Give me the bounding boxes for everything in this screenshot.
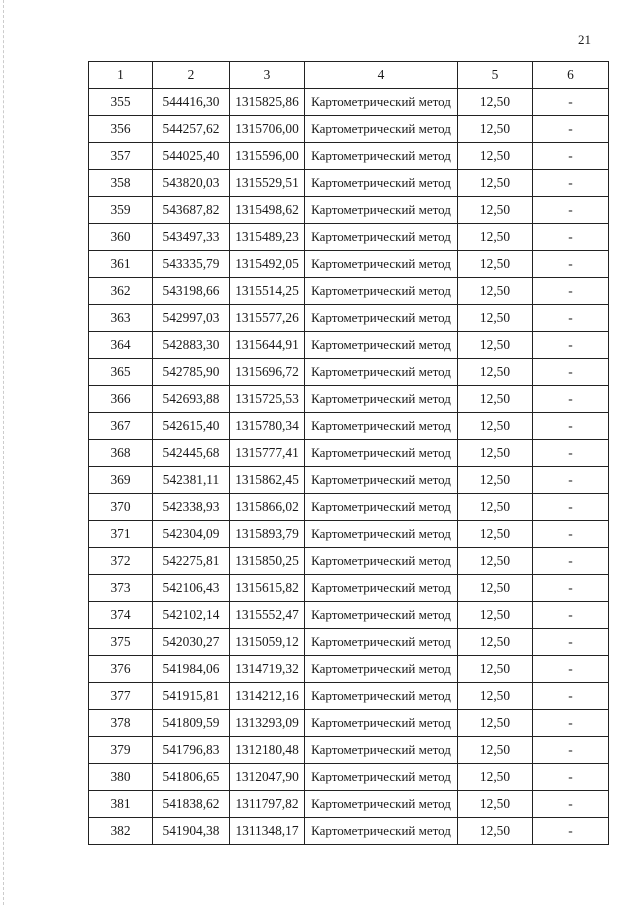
method-cell: Картометрический метод bbox=[305, 764, 458, 791]
note-cell: - bbox=[533, 494, 609, 521]
table-row bbox=[89, 710, 609, 737]
point-number-cell: 372 bbox=[89, 548, 153, 575]
x-coordinate-cell: 541904,38 bbox=[153, 818, 230, 845]
table-row bbox=[89, 278, 609, 305]
table-row bbox=[89, 818, 609, 845]
note-cell: - bbox=[533, 413, 609, 440]
method-cell: Картометрический метод bbox=[305, 197, 458, 224]
x-coordinate-cell: 541806,65 bbox=[153, 764, 230, 791]
table-row bbox=[89, 197, 609, 224]
method-cell: Картометрический метод bbox=[305, 332, 458, 359]
note-cell: - bbox=[533, 197, 609, 224]
method-cell: Картометрический метод bbox=[305, 710, 458, 737]
table-row bbox=[89, 332, 609, 359]
y-coordinate-cell: 1315514,25 bbox=[230, 278, 305, 305]
point-number-cell: 370 bbox=[89, 494, 153, 521]
x-coordinate-cell: 541796,83 bbox=[153, 737, 230, 764]
note-cell: - bbox=[533, 467, 609, 494]
coordinates-table bbox=[88, 61, 609, 845]
y-coordinate-cell: 1315777,41 bbox=[230, 440, 305, 467]
point-number-cell: 355 bbox=[89, 89, 153, 116]
note-cell: - bbox=[533, 629, 609, 656]
x-coordinate-cell: 541838,62 bbox=[153, 791, 230, 818]
x-coordinate-cell: 543687,82 bbox=[153, 197, 230, 224]
accuracy-cell: 12,50 bbox=[458, 116, 533, 143]
y-coordinate-cell: 1315489,23 bbox=[230, 224, 305, 251]
y-coordinate-cell: 1315577,26 bbox=[230, 305, 305, 332]
y-coordinate-cell: 1315696,72 bbox=[230, 359, 305, 386]
note-cell: - bbox=[533, 575, 609, 602]
table-row bbox=[89, 791, 609, 818]
x-coordinate-cell: 543820,03 bbox=[153, 170, 230, 197]
table-row bbox=[89, 467, 609, 494]
accuracy-cell: 12,50 bbox=[458, 305, 533, 332]
table-row bbox=[89, 494, 609, 521]
table-row bbox=[89, 548, 609, 575]
point-number-cell: 371 bbox=[89, 521, 153, 548]
accuracy-cell: 12,50 bbox=[458, 602, 533, 629]
y-coordinate-cell: 1315529,51 bbox=[230, 170, 305, 197]
point-number-cell: 381 bbox=[89, 791, 153, 818]
x-coordinate-cell: 542106,43 bbox=[153, 575, 230, 602]
x-coordinate-cell: 541915,81 bbox=[153, 683, 230, 710]
method-cell: Картометрический метод bbox=[305, 791, 458, 818]
point-number-cell: 379 bbox=[89, 737, 153, 764]
note-cell: - bbox=[533, 143, 609, 170]
table-body bbox=[89, 89, 609, 845]
accuracy-cell: 12,50 bbox=[458, 170, 533, 197]
point-number-cell: 361 bbox=[89, 251, 153, 278]
x-coordinate-cell: 542275,81 bbox=[153, 548, 230, 575]
point-number-cell: 359 bbox=[89, 197, 153, 224]
accuracy-cell: 12,50 bbox=[458, 818, 533, 845]
x-coordinate-cell: 542693,88 bbox=[153, 386, 230, 413]
accuracy-cell: 12,50 bbox=[458, 89, 533, 116]
accuracy-cell: 12,50 bbox=[458, 710, 533, 737]
table-row bbox=[89, 170, 609, 197]
point-number-cell: 362 bbox=[89, 278, 153, 305]
accuracy-cell: 12,50 bbox=[458, 521, 533, 548]
point-number-cell: 367 bbox=[89, 413, 153, 440]
method-cell: Картометрический метод bbox=[305, 737, 458, 764]
table-row bbox=[89, 575, 609, 602]
table-row bbox=[89, 683, 609, 710]
accuracy-cell: 12,50 bbox=[458, 197, 533, 224]
accuracy-cell: 12,50 bbox=[458, 791, 533, 818]
accuracy-cell: 12,50 bbox=[458, 548, 533, 575]
y-coordinate-cell: 1313293,09 bbox=[230, 710, 305, 737]
x-coordinate-cell: 543335,79 bbox=[153, 251, 230, 278]
accuracy-cell: 12,50 bbox=[458, 143, 533, 170]
accuracy-cell: 12,50 bbox=[458, 494, 533, 521]
method-cell: Картометрический метод bbox=[305, 278, 458, 305]
x-coordinate-cell: 541984,06 bbox=[153, 656, 230, 683]
note-cell: - bbox=[533, 251, 609, 278]
table-row bbox=[89, 386, 609, 413]
method-cell: Картометрический метод bbox=[305, 224, 458, 251]
note-cell: - bbox=[533, 278, 609, 305]
method-cell: Картометрический метод bbox=[305, 386, 458, 413]
note-cell: - bbox=[533, 683, 609, 710]
y-coordinate-cell: 1315825,86 bbox=[230, 89, 305, 116]
point-number-cell: 382 bbox=[89, 818, 153, 845]
accuracy-cell: 12,50 bbox=[458, 332, 533, 359]
point-number-cell: 358 bbox=[89, 170, 153, 197]
note-cell: - bbox=[533, 440, 609, 467]
accuracy-cell: 12,50 bbox=[458, 467, 533, 494]
note-cell: - bbox=[533, 116, 609, 143]
table-row bbox=[89, 305, 609, 332]
y-coordinate-cell: 1315596,00 bbox=[230, 143, 305, 170]
y-coordinate-cell: 1311797,82 bbox=[230, 791, 305, 818]
method-cell: Картометрический метод bbox=[305, 521, 458, 548]
point-number-cell: 360 bbox=[89, 224, 153, 251]
note-cell: - bbox=[533, 170, 609, 197]
y-coordinate-cell: 1314212,16 bbox=[230, 683, 305, 710]
x-coordinate-cell: 542381,11 bbox=[153, 467, 230, 494]
y-coordinate-cell: 1315552,47 bbox=[230, 602, 305, 629]
x-coordinate-cell: 542615,40 bbox=[153, 413, 230, 440]
point-number-cell: 368 bbox=[89, 440, 153, 467]
y-coordinate-cell: 1315706,00 bbox=[230, 116, 305, 143]
point-number-cell: 363 bbox=[89, 305, 153, 332]
method-cell: Картометрический метод bbox=[305, 413, 458, 440]
method-cell: Картометрический метод bbox=[305, 89, 458, 116]
x-coordinate-cell: 543198,66 bbox=[153, 278, 230, 305]
y-coordinate-cell: 1315862,45 bbox=[230, 467, 305, 494]
table-row bbox=[89, 521, 609, 548]
note-cell: - bbox=[533, 359, 609, 386]
method-cell: Картометрический метод bbox=[305, 143, 458, 170]
point-number-cell: 375 bbox=[89, 629, 153, 656]
x-coordinate-cell: 543497,33 bbox=[153, 224, 230, 251]
y-coordinate-cell: 1315725,53 bbox=[230, 386, 305, 413]
accuracy-cell: 12,50 bbox=[458, 359, 533, 386]
note-cell: - bbox=[533, 737, 609, 764]
note-cell: - bbox=[533, 791, 609, 818]
x-coordinate-cell: 542338,93 bbox=[153, 494, 230, 521]
note-cell: - bbox=[533, 548, 609, 575]
note-cell: - bbox=[533, 386, 609, 413]
x-coordinate-cell: 542304,09 bbox=[153, 521, 230, 548]
method-cell: Картометрический метод bbox=[305, 629, 458, 656]
y-coordinate-cell: 1315893,79 bbox=[230, 521, 305, 548]
method-cell: Картометрический метод bbox=[305, 116, 458, 143]
x-coordinate-cell: 542102,14 bbox=[153, 602, 230, 629]
note-cell: - bbox=[533, 224, 609, 251]
y-coordinate-cell: 1311348,17 bbox=[230, 818, 305, 845]
x-coordinate-cell: 542785,90 bbox=[153, 359, 230, 386]
accuracy-cell: 12,50 bbox=[458, 656, 533, 683]
x-coordinate-cell: 542997,03 bbox=[153, 305, 230, 332]
table-row bbox=[89, 656, 609, 683]
note-cell: - bbox=[533, 89, 609, 116]
method-cell: Картометрический метод bbox=[305, 602, 458, 629]
method-cell: Картометрический метод bbox=[305, 251, 458, 278]
point-number-cell: 357 bbox=[89, 143, 153, 170]
y-coordinate-cell: 1315866,02 bbox=[230, 494, 305, 521]
y-coordinate-cell: 1315615,82 bbox=[230, 575, 305, 602]
point-number-cell: 366 bbox=[89, 386, 153, 413]
method-cell: Картометрический метод bbox=[305, 575, 458, 602]
table-row bbox=[89, 602, 609, 629]
x-coordinate-cell: 544025,40 bbox=[153, 143, 230, 170]
y-coordinate-cell: 1315059,12 bbox=[230, 629, 305, 656]
accuracy-cell: 12,50 bbox=[458, 683, 533, 710]
method-cell: Картометрический метод bbox=[305, 818, 458, 845]
table-row bbox=[89, 224, 609, 251]
method-cell: Картометрический метод bbox=[305, 305, 458, 332]
point-number-cell: 373 bbox=[89, 575, 153, 602]
point-number-cell: 356 bbox=[89, 116, 153, 143]
method-cell: Картометрический метод bbox=[305, 656, 458, 683]
y-coordinate-cell: 1312047,90 bbox=[230, 764, 305, 791]
note-cell: - bbox=[533, 305, 609, 332]
header-cell-6: 6 bbox=[533, 62, 609, 89]
table-row bbox=[89, 143, 609, 170]
table-row bbox=[89, 89, 609, 116]
header-row bbox=[89, 62, 609, 89]
accuracy-cell: 12,50 bbox=[458, 224, 533, 251]
note-cell: - bbox=[533, 818, 609, 845]
accuracy-cell: 12,50 bbox=[458, 575, 533, 602]
y-coordinate-cell: 1315492,05 bbox=[230, 251, 305, 278]
table-row bbox=[89, 251, 609, 278]
note-cell: - bbox=[533, 332, 609, 359]
note-cell: - bbox=[533, 710, 609, 737]
note-cell: - bbox=[533, 521, 609, 548]
point-number-cell: 376 bbox=[89, 656, 153, 683]
y-coordinate-cell: 1315498,62 bbox=[230, 197, 305, 224]
accuracy-cell: 12,50 bbox=[458, 440, 533, 467]
point-number-cell: 369 bbox=[89, 467, 153, 494]
accuracy-cell: 12,50 bbox=[458, 251, 533, 278]
table-row bbox=[89, 737, 609, 764]
note-cell: - bbox=[533, 656, 609, 683]
method-cell: Картометрический метод bbox=[305, 359, 458, 386]
scan-edge-line bbox=[3, 0, 4, 905]
note-cell: - bbox=[533, 764, 609, 791]
method-cell: Картометрический метод bbox=[305, 170, 458, 197]
point-number-cell: 374 bbox=[89, 602, 153, 629]
table-row bbox=[89, 629, 609, 656]
y-coordinate-cell: 1312180,48 bbox=[230, 737, 305, 764]
point-number-cell: 380 bbox=[89, 764, 153, 791]
method-cell: Картометрический метод bbox=[305, 683, 458, 710]
accuracy-cell: 12,50 bbox=[458, 386, 533, 413]
method-cell: Картометрический метод bbox=[305, 548, 458, 575]
table-row bbox=[89, 359, 609, 386]
accuracy-cell: 12,50 bbox=[458, 413, 533, 440]
table-row bbox=[89, 116, 609, 143]
accuracy-cell: 12,50 bbox=[458, 737, 533, 764]
accuracy-cell: 12,50 bbox=[458, 764, 533, 791]
x-coordinate-cell: 544416,30 bbox=[153, 89, 230, 116]
accuracy-cell: 12,50 bbox=[458, 629, 533, 656]
header-cell-5: 5 bbox=[458, 62, 533, 89]
x-coordinate-cell: 544257,62 bbox=[153, 116, 230, 143]
header-cell-1: 1 bbox=[89, 62, 153, 89]
table-row bbox=[89, 413, 609, 440]
note-cell: - bbox=[533, 602, 609, 629]
point-number-cell: 377 bbox=[89, 683, 153, 710]
point-number-cell: 364 bbox=[89, 332, 153, 359]
point-number-cell: 378 bbox=[89, 710, 153, 737]
method-cell: Картометрический метод bbox=[305, 494, 458, 521]
y-coordinate-cell: 1315850,25 bbox=[230, 548, 305, 575]
y-coordinate-cell: 1315644,91 bbox=[230, 332, 305, 359]
method-cell: Картометрический метод bbox=[305, 467, 458, 494]
accuracy-cell: 12,50 bbox=[458, 278, 533, 305]
page-number: 21 bbox=[578, 32, 591, 47]
header-cell-4: 4 bbox=[305, 62, 458, 89]
table-row bbox=[89, 440, 609, 467]
y-coordinate-cell: 1315780,34 bbox=[230, 413, 305, 440]
x-coordinate-cell: 542883,30 bbox=[153, 332, 230, 359]
point-number-cell: 365 bbox=[89, 359, 153, 386]
x-coordinate-cell: 541809,59 bbox=[153, 710, 230, 737]
x-coordinate-cell: 542445,68 bbox=[153, 440, 230, 467]
table-row bbox=[89, 764, 609, 791]
method-cell: Картометрический метод bbox=[305, 440, 458, 467]
header-cell-3: 3 bbox=[230, 62, 305, 89]
x-coordinate-cell: 542030,27 bbox=[153, 629, 230, 656]
header-cell-2: 2 bbox=[153, 62, 230, 89]
y-coordinate-cell: 1314719,32 bbox=[230, 656, 305, 683]
